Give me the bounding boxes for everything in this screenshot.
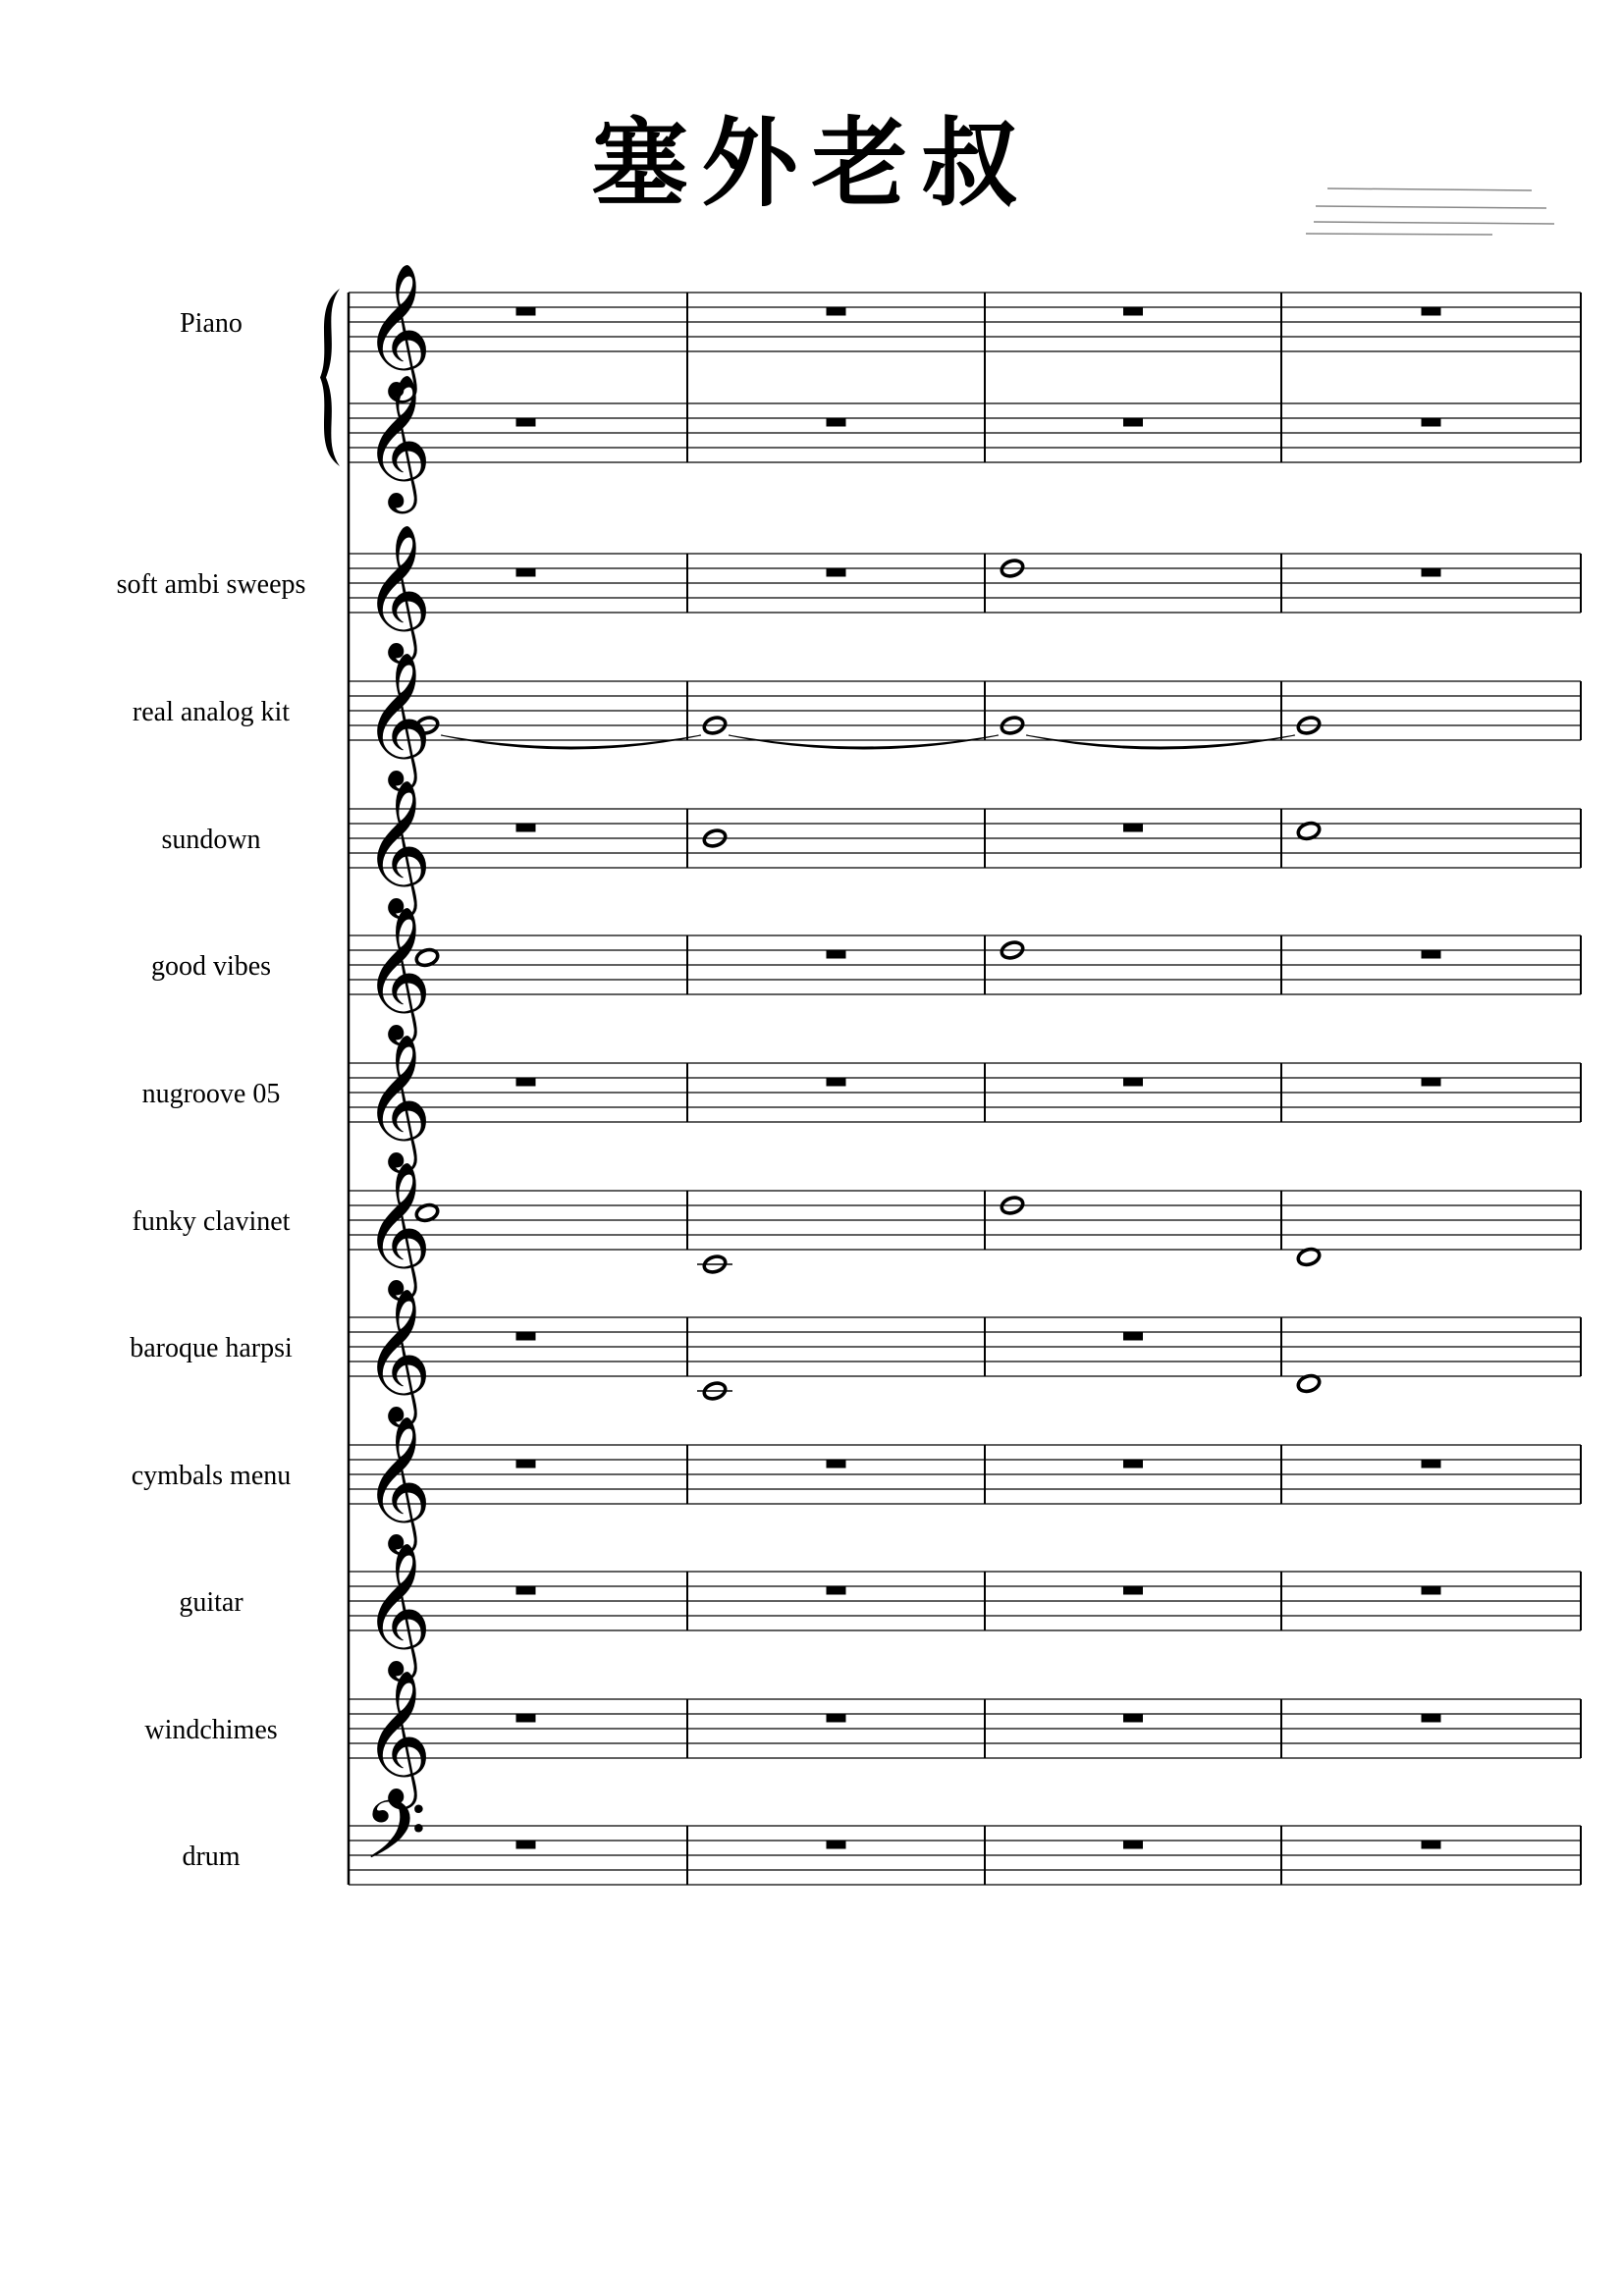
bass-clef-icon: 𝄢 <box>363 1783 427 1897</box>
whole-rest <box>827 307 846 316</box>
treble-clef-icon: 𝄞 <box>363 1032 432 1167</box>
treble-clef-icon: 𝄞 <box>363 372 432 507</box>
staff <box>161 777 1581 919</box>
whole-rest <box>1123 1841 1143 1849</box>
treble-clef-icon: 𝄞 <box>363 261 432 397</box>
whole-rest <box>1123 418 1143 427</box>
staff <box>151 904 1581 1045</box>
treble-clef-icon: 𝄞 <box>363 650 432 785</box>
whole-rest <box>516 307 536 316</box>
whole-rest <box>827 1841 846 1849</box>
whole-rest <box>1123 1460 1143 1468</box>
staff <box>349 372 1581 513</box>
staff <box>182 1783 1581 1897</box>
instrument-label: funky clavinet <box>132 1206 291 1237</box>
instrument-label: guitar <box>179 1587 243 1618</box>
whole-rest <box>827 1714 846 1723</box>
whole-rest <box>516 1714 536 1723</box>
whole-rest <box>827 418 846 427</box>
treble-clef-icon: 𝄞 <box>363 1668 432 1803</box>
treble-clef-icon: 𝄞 <box>363 904 432 1040</box>
instrument-label: good vibes <box>150 951 272 982</box>
treble-clef-icon: 𝄞 <box>363 1286 432 1421</box>
whole-rest <box>516 1332 536 1341</box>
whole-rest <box>516 1460 536 1468</box>
tie <box>729 735 999 749</box>
instrument-label: windchimes <box>144 1715 278 1745</box>
piano-brace <box>320 289 340 466</box>
staff <box>117 522 1581 664</box>
instrument-label: drum <box>182 1842 241 1872</box>
whole-rest <box>1123 1332 1143 1341</box>
whole-rest <box>827 1078 846 1087</box>
whole-rest <box>1422 1714 1441 1723</box>
treble-clef-icon: 𝄞 <box>363 1414 432 1549</box>
treble-clef-icon: 𝄞 <box>363 1159 432 1295</box>
treble-clef-icon: 𝄞 <box>363 777 432 913</box>
whole-rest <box>1422 1586 1441 1595</box>
treble-clef-icon: 𝄞 <box>363 522 432 658</box>
whole-rest <box>1422 1460 1441 1468</box>
whole-rest <box>1422 418 1441 427</box>
whole-rest <box>1123 307 1143 316</box>
instrument-label: cymbals menu <box>131 1461 292 1491</box>
whole-rest <box>827 568 846 577</box>
tie <box>441 735 701 749</box>
whole-rest <box>516 568 536 577</box>
whole-rest <box>1422 950 1441 959</box>
whole-rest <box>1123 1714 1143 1723</box>
whole-rest <box>516 824 536 832</box>
instrument-label: Piano <box>180 308 243 339</box>
whole-rest <box>827 950 846 959</box>
instrument-label: soft ambi sweeps <box>116 569 306 600</box>
instrument-label: sundown <box>161 825 261 855</box>
whole-rest <box>1123 1586 1143 1595</box>
composer-scribble <box>1306 188 1554 235</box>
whole-rest <box>1123 1078 1143 1087</box>
whole-rest <box>1422 568 1441 577</box>
treble-clef-icon: 𝄞 <box>363 1540 432 1676</box>
instrument-label: real analog kit <box>132 697 291 727</box>
whole-rest <box>1422 307 1441 316</box>
staff <box>142 1032 1581 1173</box>
instrument-label: baroque harpsi <box>130 1333 293 1363</box>
whole-rest <box>827 1460 846 1468</box>
whole-rest <box>1422 1841 1441 1849</box>
whole-rest <box>827 1586 846 1595</box>
score-title: 塞外老叔 <box>591 107 1032 220</box>
staff <box>179 1540 1581 1682</box>
whole-rest <box>516 418 536 427</box>
staff <box>144 1668 1581 1809</box>
whole-rest <box>1422 1078 1441 1087</box>
whole-rest <box>516 1586 536 1595</box>
whole-rest <box>516 1841 536 1849</box>
tie <box>1026 735 1295 749</box>
whole-rest <box>516 1078 536 1087</box>
instrument-label: nugroove 05 <box>141 1079 281 1109</box>
whole-rest <box>1123 824 1143 832</box>
